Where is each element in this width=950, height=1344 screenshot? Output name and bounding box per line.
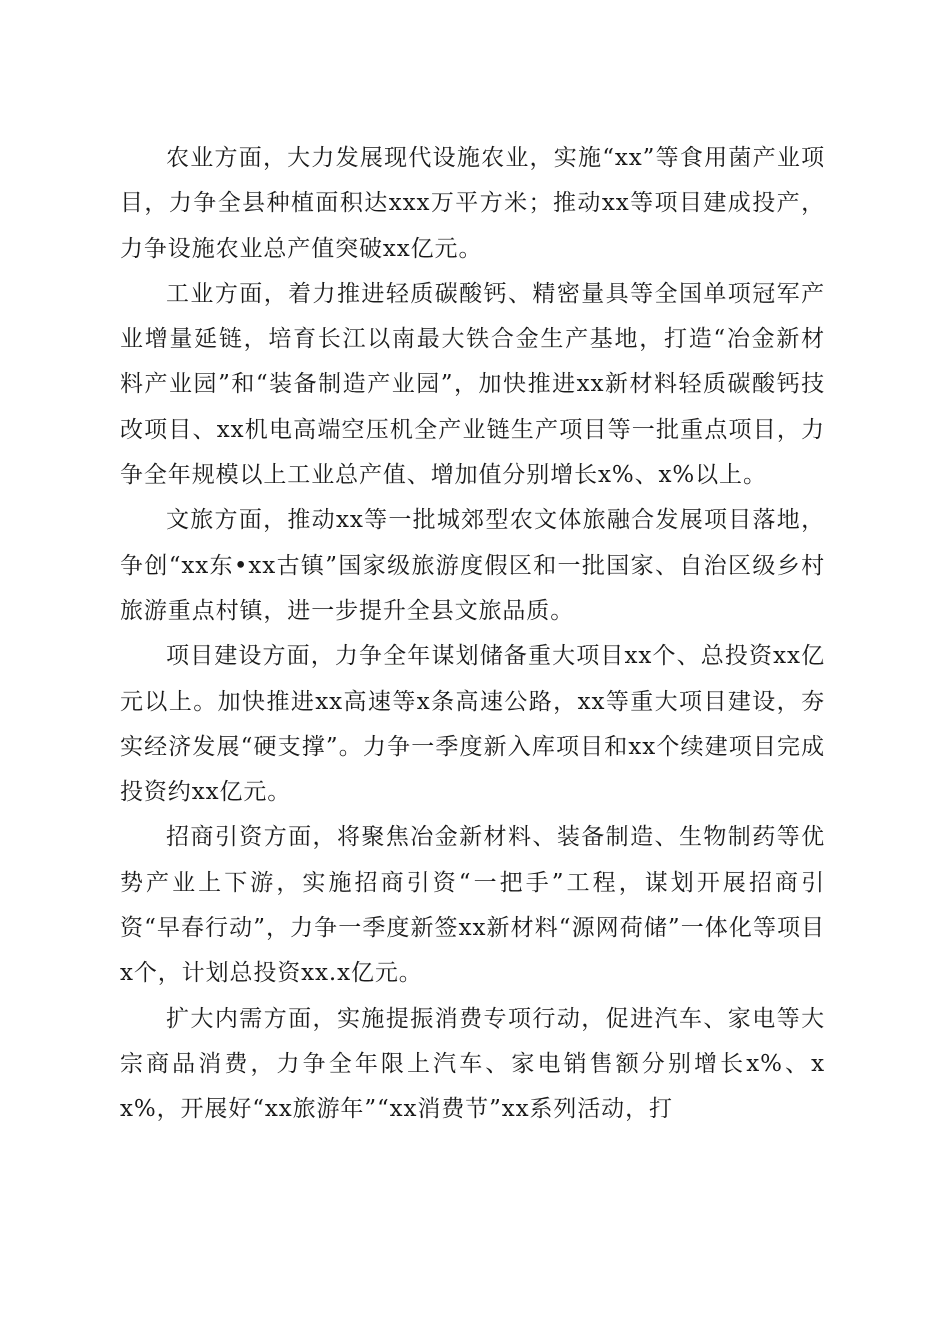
paragraph-domestic-demand: 扩大内需方面，实施提振消费专项行动，促进汽车、家电等大宗商品消费，力争全年限上汽车、家电销售额分别增长x%、xx%，开展好“xx旅游年”“xx消费节”xx系列活动，打 [120, 1005, 825, 1123]
paragraph-project-construction: 项目建设方面，力争全年谋划储备重大项目xx个、总投资xx亿元以上。加快推进xx高速等x条高速公路，xx等重大项目建设，夯实经济发展“硬支撑”。力争一季度新入库项目和xx个续建项目完成投资约xx亿元。 [120, 643, 825, 806]
document-body [120, 136, 825, 1133]
paragraph-investment-attraction: 招商引资方面，将聚焦冶金新材料、装备制造、生物制药等优势产业上下游，实施招商引资“一把手”工程，谋划开展招商引资“早春行动”，力争一季度新签xx新材料“源网荷储”一体化等项目x个，计划总投资xx.x亿元。 [120, 824, 825, 987]
paragraph-culture-tourism: 文旅方面，推动xx等一批城郊型农文体旅融合发展项目落地，争创“xx东•xx古镇”国家级旅游度假区和一批国家、自治区级乡村旅游重点村镇，进一步提升全县文旅品质。 [120, 507, 825, 624]
paragraph-industry: 工业方面，着力推进轻质碳酸钙、精密量具等全国单项冠军产业增量延链，培育长江以南最大铁合金生产基地，打造“冶金新材料产业园”和“装备制造产业园”，加快推进xx新材料轻质碳酸钙技改项目、xx机电高端空压机全产业链生产项目等一批重点项目，力争全年规模以上工业总产值、增加值分别增长x%、x%以上。 [120, 280, 825, 489]
paragraph-agriculture: 农业方面，大力发展现代设施农业，实施“xx”等食用菌产业项目，力争全县种植面积达xxx万平方米；推动xx等项目建成投产，力争设施农业总产值突破xx亿元。 [120, 145, 825, 262]
